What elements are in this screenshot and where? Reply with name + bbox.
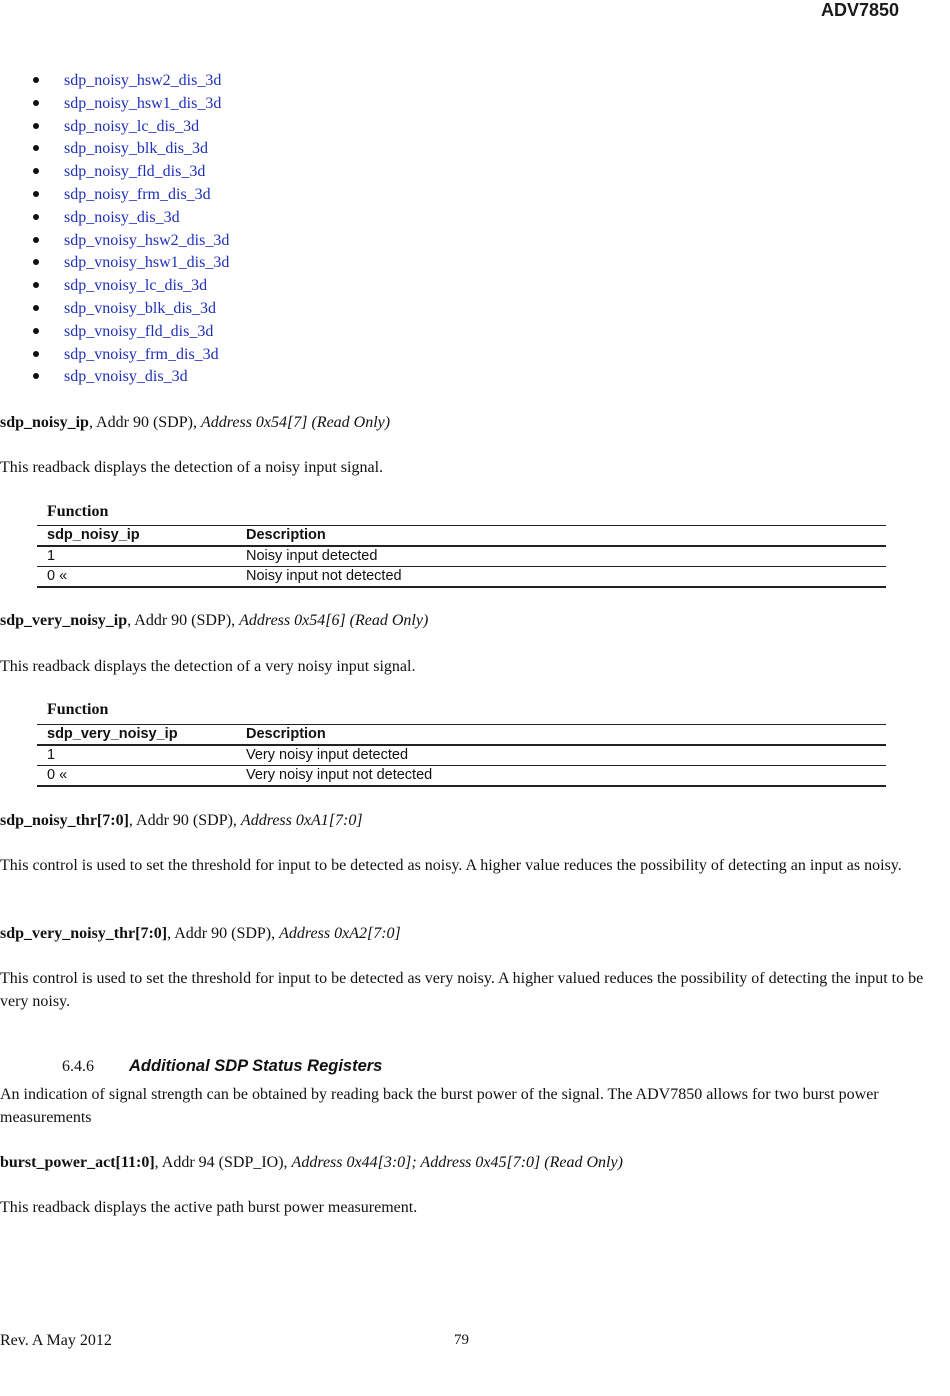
- register-description: This readback displays the active path burst power measurement.: [0, 1199, 418, 1216]
- register-description: This control is used to set the threshold for input to be detected as noisy. A higher value reduces the possibility of detecting an input as noisy.: [0, 857, 902, 874]
- section-title: Additional SDP Status Registers: [129, 1057, 383, 1075]
- list-item: [0, 366, 229, 389]
- list-item: [0, 321, 229, 344]
- bullet-icon: [33, 305, 39, 311]
- table-header: Description: [236, 725, 886, 746]
- register-link[interactable]: sdp_vnoisy_fld_dis_3d: [64, 322, 214, 340]
- register-link[interactable]: sdp_noisy_hsw2_dis_3d: [64, 72, 222, 89]
- register-name: sdp_very_noisy_ip: [0, 612, 128, 629]
- register-link[interactable]: sdp_vnoisy_dis_3d: [64, 368, 188, 386]
- table-caption: Function: [47, 503, 109, 520]
- table-header: sdp_very_noisy_ip: [37, 725, 236, 746]
- table-row: 0 « Noisy input not detected: [37, 567, 886, 588]
- register-name: burst_power_act: [0, 1154, 116, 1171]
- list-item: [0, 298, 229, 321]
- register-link[interactable]: sdp_vnoisy_hsw1_dis_3d: [64, 254, 230, 272]
- list-item: [0, 70, 229, 93]
- register-name: sdp_noisy_ip: [0, 414, 89, 431]
- footer-revision: Rev. A May 2012: [0, 1332, 112, 1349]
- register-description: This readback displays the detection of a very noisy input signal.: [0, 658, 416, 675]
- section-intro: An indication of signal strength can be obtained by reading back the burst power of the signal. The ADV7850 allows for two burst power measurements: [0, 1086, 879, 1126]
- register-link-list: [0, 70, 229, 389]
- register-name: sdp_noisy_thr: [0, 812, 97, 829]
- bullet-icon: [33, 168, 39, 174]
- bullet-icon: [33, 214, 39, 220]
- list-item: [0, 93, 229, 116]
- register-heading-sdp-very-noisy-thr: sdp_very_noisy_thr[7:0], Addr 90 (SDP), Address 0xA2[7:0]: [0, 925, 401, 942]
- list-item: [0, 184, 229, 207]
- register-name: sdp_very_noisy_thr: [0, 925, 136, 942]
- function-table-sdp-very-noisy-ip: [37, 724, 886, 787]
- register-link[interactable]: sdp_noisy_fld_dis_3d: [64, 163, 206, 181]
- register-link[interactable]: sdp_noisy_dis_3d: [64, 208, 180, 226]
- list-item: [0, 116, 229, 139]
- register-link[interactable]: sdp_noisy_blk_dis_3d: [64, 140, 209, 158]
- page-header-title: ADV7850: [820, 0, 899, 20]
- section-number: 6.4.6: [62, 1058, 94, 1075]
- list-item: [0, 161, 229, 184]
- register-link[interactable]: sdp_noisy_frm_dis_3d: [64, 185, 211, 203]
- table-row: 1 Very noisy input detected: [37, 745, 886, 766]
- bullet-icon: [33, 351, 39, 357]
- register-link[interactable]: sdp_vnoisy_lc_dis_3d: [64, 277, 208, 295]
- register-heading-sdp-very-noisy-ip: sdp_very_noisy_ip, Addr 90 (SDP), Address 0x54[6] (Read Only): [0, 612, 429, 629]
- list-item: [0, 207, 229, 230]
- footer-page-number: 79: [454, 1332, 469, 1348]
- table-header: sdp_noisy_ip: [37, 526, 236, 547]
- bullet-icon: [33, 282, 39, 288]
- bullet-icon: [33, 259, 39, 265]
- register-link[interactable]: sdp_noisy_lc_dis_3d: [64, 117, 200, 135]
- register-heading-burst-power-act: burst_power_act[11:0], Addr 94 (SDP_IO), Address 0x44[3:0]; Address 0x45[7:0] (Read Only): [0, 1154, 623, 1171]
- register-link[interactable]: sdp_vnoisy_blk_dis_3d: [64, 299, 217, 317]
- list-item: [0, 252, 229, 275]
- list-item: [0, 275, 229, 298]
- table-row: 0 « Very noisy input not detected: [37, 766, 886, 787]
- list-item: [0, 344, 229, 367]
- register-description: This control is used to set the threshold for input to be detected as very noisy. A higher valued reduces the possibility of detecting the input to be very noisy.: [0, 970, 924, 1010]
- bullet-icon: [33, 77, 39, 83]
- bullet-icon: [33, 328, 39, 334]
- register-link[interactable]: sdp_vnoisy_hsw2_dis_3d: [64, 231, 230, 249]
- register-link[interactable]: sdp_noisy_hsw1_dis_3d: [64, 94, 222, 112]
- register-heading-sdp-noisy-ip: sdp_noisy_ip, Addr 90 (SDP), Address 0x54[7] (Read Only): [0, 414, 391, 431]
- bullet-icon: [33, 123, 39, 129]
- register-link[interactable]: sdp_vnoisy_frm_dis_3d: [64, 345, 219, 363]
- table-row: 1 Noisy input detected: [37, 546, 886, 567]
- register-description: This readback displays the detection of a noisy input signal.: [0, 459, 384, 476]
- bullet-icon: [33, 191, 39, 197]
- list-item: [0, 230, 229, 253]
- bullet-icon: [33, 373, 39, 379]
- register-heading-sdp-noisy-thr: sdp_noisy_thr[7:0], Addr 90 (SDP), Address 0xA1[7:0]: [0, 812, 363, 829]
- list-item: [0, 138, 229, 161]
- table-header: Description: [236, 526, 886, 547]
- bullet-icon: [33, 237, 39, 243]
- function-table-sdp-noisy-ip: [37, 525, 886, 588]
- table-caption: Function: [47, 701, 109, 718]
- bullet-icon: [33, 100, 39, 106]
- bullet-icon: [33, 145, 39, 151]
